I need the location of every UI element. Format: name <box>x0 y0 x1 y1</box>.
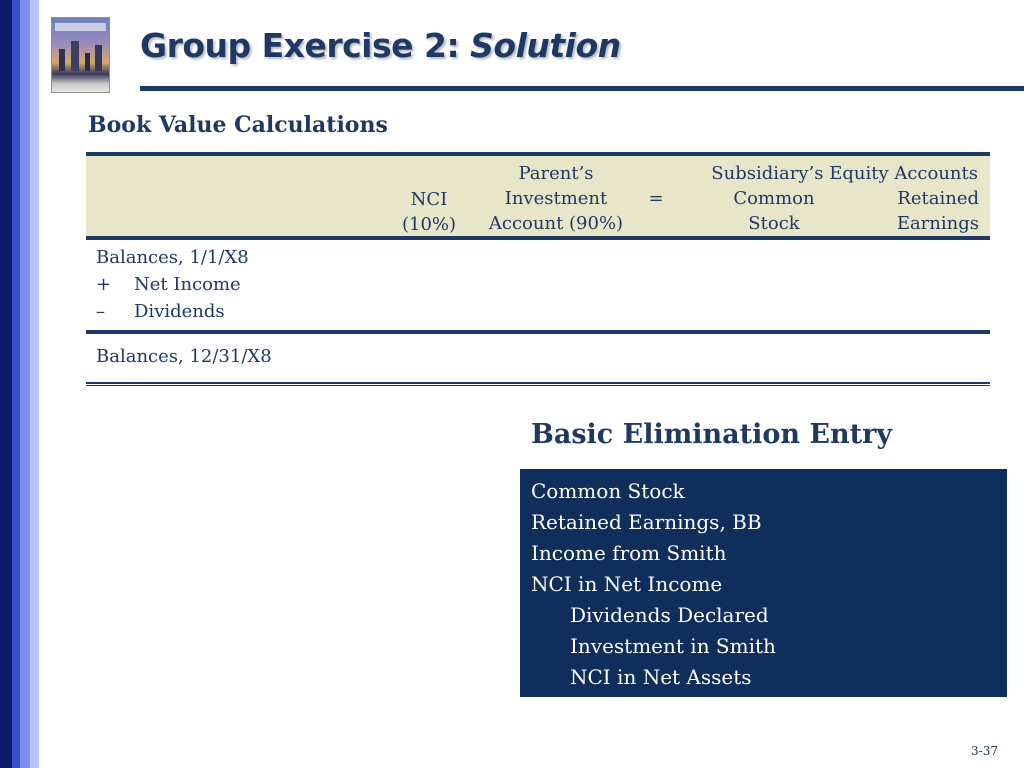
row-label: Balances, 1/1/X8 <box>96 247 249 268</box>
credit-line: Dividends Declared <box>570 603 769 627</box>
slide-title <box>140 26 621 65</box>
slide-title-emphasis: Solution <box>470 26 621 65</box>
elimination-heading: Basic Elimination Entry <box>531 419 893 450</box>
header-parent-line3: Account (90%) <box>488 213 624 234</box>
header-equals: = <box>648 188 664 209</box>
table-total-row <box>96 346 272 367</box>
page-number: 3-37 <box>971 744 998 758</box>
left-accent-bar-light <box>20 0 30 768</box>
header-parent-investment <box>478 161 634 236</box>
header-nci <box>386 187 472 237</box>
debit-line: Common Stock <box>531 479 685 503</box>
header-parent-line1: Parent’s <box>518 163 594 184</box>
table-row <box>96 247 249 268</box>
left-accent-bar-dark <box>0 0 12 768</box>
total-label: Balances, 12/31/X8 <box>96 346 272 367</box>
header-cs-line2: Stock <box>748 213 800 234</box>
table-row <box>96 274 241 295</box>
title-underline <box>140 86 1024 91</box>
textbook-cover-image <box>51 17 110 93</box>
table-subtotal-rule <box>86 330 990 334</box>
debit-line: Retained Earnings, BB <box>531 510 762 534</box>
header-common-stock <box>708 186 840 236</box>
table-row <box>96 301 225 322</box>
debit-line: NCI in Net Income <box>531 572 723 596</box>
row-operator: + <box>96 274 112 295</box>
elimination-entry-box <box>520 469 1007 697</box>
left-accent-bar-pale <box>30 0 39 768</box>
credit-line: NCI in Net Assets <box>570 665 752 689</box>
table-header-rule <box>86 236 990 240</box>
header-parent-line2: Investment <box>504 188 608 209</box>
header-re-line1: Retained <box>897 188 979 209</box>
header-cs-line1: Common <box>733 188 815 209</box>
row-label: Net Income <box>134 274 241 295</box>
header-nci-line2: (10%) <box>401 214 457 235</box>
row-label: Dividends <box>134 301 225 322</box>
table-double-rule-bottom <box>86 385 990 386</box>
debit-line: Income from Smith <box>531 541 727 565</box>
table-double-rule-top <box>86 382 990 384</box>
header-retained-earnings <box>866 186 979 236</box>
row-operator: – <box>96 301 105 322</box>
slide-title-main: Group Exercise 2: <box>140 26 471 65</box>
header-nci-line1: NCI <box>410 189 448 210</box>
header-re-line2: Earnings <box>896 213 979 234</box>
table-header <box>86 156 990 236</box>
book-value-heading: Book Value Calculations <box>88 112 388 138</box>
left-accent-bar-mid <box>12 0 20 768</box>
header-subsidiary-group: Subsidiary’s Equity Accounts <box>711 163 978 184</box>
credit-line: Investment in Smith <box>570 634 776 658</box>
